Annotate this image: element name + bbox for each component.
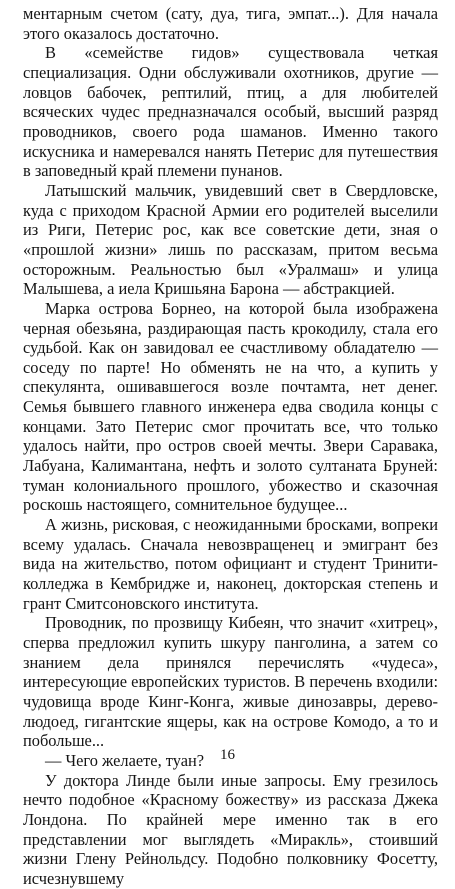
paragraph-6: Проводник, по прозвищу Кибеян, что значит «хитрец», сперва предложил купить шкуру панголина, а затем со знанием дела принялся перечислять «чудеса», интересующие европейских туристов. В перечень входили: чудовища вроде Кинг-Конга, живые динозавры, дерево-людоед, гигантские ящеры, как на острове Комодо, а то и побольше... [23, 613, 438, 751]
paragraph-7: — Чего желаете, туан? [45, 750, 205, 770]
paragraph-5: А жизнь, рисковая, с неожиданными бросками, вопреки всему удалась. Сначала невозвращенец и эмигрант без вида на жительство, потом официант и студент Тринити-колледжа в Кембридже и, наконец, докторская степень и грант Смитсоновского института. [23, 515, 438, 613]
paragraph-8: У доктора Линде были иные запросы. Ему грезилось нечто подобное «Красному божеству» из рассказа Джека Лондона. По крайней мере именно так в его представлении мог выглядеть «Миракль», стоивший жизни Глену Рейнольдсу. Подобно полковнику Фосетту, исчезнувшему [23, 770, 438, 888]
paragraph-3: Латышский мальчик, увидевший свет в Свердловске, куда с приходом Красной Армии его родителей выселили из Риги, Петерис рос, как все советские дети, зная о «прошлой жизни» лишь по рассказам, притом весьма осторожным. Реальностью был «Уралмаш» и улица Малышева, а иела Кришьяна Барона — абстракцией. [23, 180, 438, 299]
paragraph-1: ментарным счетом (сату, дуа, тига, эмпат...). Для начала этого оказалось достаточно. [23, 4, 438, 43]
paragraph-4: Марка острова Борнео, на которой была изображена черная обезьяна, раздирающая пасть крокодилу, стала его судьбой. Как он завидовал ее счастливому обладателю — соседу по парте! Но обменять не на что, а купить у спекулянта, ошивавшегося возле почтамта, нет денег. Семья бывшего главного инженера едва сводила концы с концами. Зато Петерис смог прочитать все, что только удалось найти, про остров своей мечты. Звери Саравака, Лабуана, Калимантана, нефть и золото султаната Бруней: туман колониального прошлого, убожество и сказочная роскошь настоящего, сомнительное будущее... [23, 298, 438, 515]
paragraph-2: В «семействе гидов» существовала четкая специализация. Одни обслуживали охотников, другие — ловцов бабочек, рептилий, птиц, а для любителей всяческих чудес предназначался особый, высший разряд проводников, своего рода шаманов. Именно такого искусника и намеревался нанять Петерис для путешествия в заповедный край племени пунанов. [23, 43, 438, 181]
page-number: 16 [220, 747, 235, 763]
